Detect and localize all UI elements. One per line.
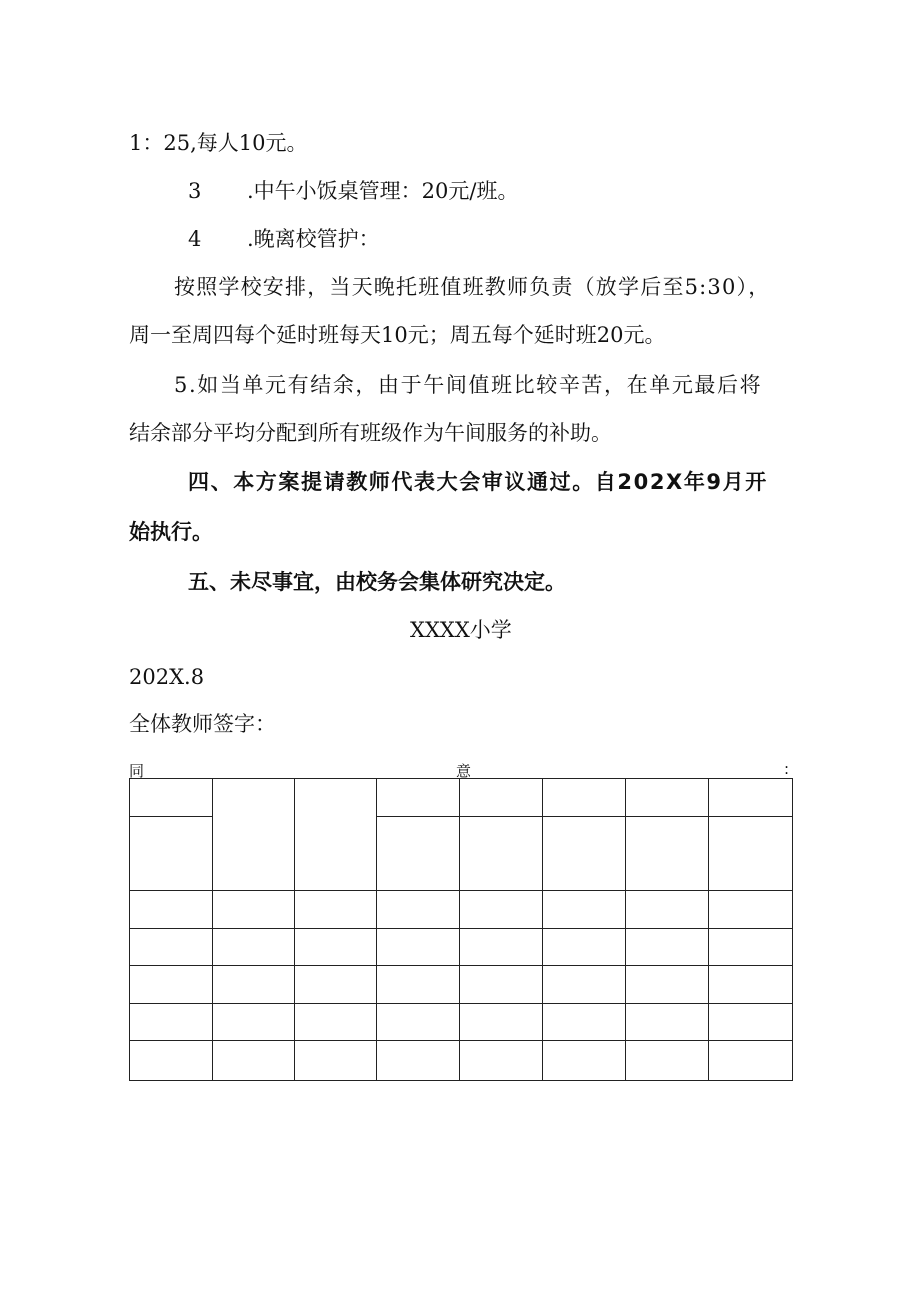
- signature-cell[interactable]: [543, 929, 626, 966]
- signature-cell[interactable]: [130, 929, 213, 966]
- item-4-text: .晚离校管护：: [247, 227, 380, 251]
- signature-cell[interactable]: [460, 966, 543, 1004]
- signature-table: [129, 778, 793, 1081]
- table-row: [130, 929, 793, 966]
- paragraph-line: 5.如当单元有结余，由于午间值班比较辛苦，在单元最后将: [174, 373, 763, 397]
- signature-cell[interactable]: [377, 966, 460, 1004]
- signature-cell[interactable]: [295, 929, 377, 966]
- signature-cell[interactable]: [460, 817, 543, 891]
- section-four-line: 始执行。: [129, 520, 213, 544]
- signature-cell[interactable]: [543, 1004, 626, 1041]
- signature-cell[interactable]: [295, 1041, 377, 1081]
- signature-title: 全体教师签字：: [129, 712, 276, 736]
- signature-cell[interactable]: [626, 1004, 709, 1041]
- agree-char-1: 同: [129, 762, 145, 780]
- signature-cell[interactable]: [709, 1041, 793, 1081]
- signature-cell[interactable]: [130, 891, 213, 929]
- signature-cell[interactable]: [709, 929, 793, 966]
- signature-cell[interactable]: [295, 966, 377, 1004]
- table-row: [130, 1041, 793, 1081]
- signature-cell[interactable]: [709, 1004, 793, 1041]
- signature-cell[interactable]: [377, 817, 460, 891]
- signature-cell[interactable]: [130, 817, 213, 891]
- section-four-line: 四、本方案提请教师代表大会审议通过。自202X年9月开: [188, 470, 768, 494]
- signature-cell[interactable]: [709, 966, 793, 1004]
- signature-cell[interactable]: [130, 966, 213, 1004]
- signature-cell[interactable]: [626, 891, 709, 929]
- signature-cell[interactable]: [460, 1004, 543, 1041]
- signature-cell[interactable]: [213, 929, 295, 966]
- signature-cell[interactable]: [709, 817, 793, 891]
- signature-cell[interactable]: [543, 779, 626, 817]
- text-line-ratio: 1：25,每人10元。: [129, 131, 308, 155]
- signature-cell[interactable]: [543, 817, 626, 891]
- document-date: 202X.8: [129, 665, 205, 689]
- agree-char-2: 意: [456, 762, 472, 780]
- signature-cell[interactable]: [130, 1004, 213, 1041]
- signature-cell[interactable]: [377, 779, 460, 817]
- school-name: XXXX小学: [410, 618, 512, 642]
- signature-cell[interactable]: [377, 891, 460, 929]
- signature-cell[interactable]: [213, 1041, 295, 1081]
- signature-cell[interactable]: [213, 1004, 295, 1041]
- signature-cell[interactable]: [543, 966, 626, 1004]
- signature-cell[interactable]: [709, 891, 793, 929]
- signature-cell[interactable]: [130, 779, 213, 817]
- signature-cell[interactable]: [377, 1041, 460, 1081]
- signature-cell[interactable]: [460, 779, 543, 817]
- signature-cell[interactable]: [543, 1041, 626, 1081]
- table-row: [130, 891, 793, 929]
- signature-cell[interactable]: [295, 779, 377, 891]
- signature-cell[interactable]: [460, 1041, 543, 1081]
- agree-colon: :: [784, 760, 790, 778]
- item-3-number: 3: [188, 179, 202, 203]
- paragraph-line: 结余部分平均分配到所有班级作为午间服务的补助。: [129, 421, 612, 445]
- paragraph-line: 按照学校安排，当天晚托班值班教师负责（放学后至5:30），: [174, 275, 771, 299]
- signature-cell[interactable]: [543, 891, 626, 929]
- signature-cell[interactable]: [295, 891, 377, 929]
- signature-cell[interactable]: [626, 929, 709, 966]
- item-3-text: .中午小饭桌管理：20元/班。: [247, 179, 519, 203]
- signature-cell[interactable]: [626, 779, 709, 817]
- paragraph-line: 周一至周四每个延时班每天10元；周五每个延时班20元。: [129, 323, 666, 347]
- signature-cell[interactable]: [213, 779, 295, 891]
- signature-cell[interactable]: [130, 1041, 213, 1081]
- signature-cell[interactable]: [626, 1041, 709, 1081]
- signature-cell[interactable]: [377, 929, 460, 966]
- signature-cell[interactable]: [295, 1004, 377, 1041]
- signature-cell[interactable]: [626, 966, 709, 1004]
- table-row: [130, 779, 793, 817]
- section-five-line: 五、未尽事宜，由校务会集体研究决定。: [188, 570, 566, 594]
- table-row: [130, 966, 793, 1004]
- signature-cell[interactable]: [460, 891, 543, 929]
- signature-cell[interactable]: [626, 817, 709, 891]
- table-row: [130, 1004, 793, 1041]
- signature-cell[interactable]: [709, 779, 793, 817]
- signature-cell[interactable]: [377, 1004, 460, 1041]
- signature-cell[interactable]: [213, 891, 295, 929]
- item-4-number: 4: [188, 227, 202, 251]
- signature-cell[interactable]: [213, 966, 295, 1004]
- signature-cell[interactable]: [460, 929, 543, 966]
